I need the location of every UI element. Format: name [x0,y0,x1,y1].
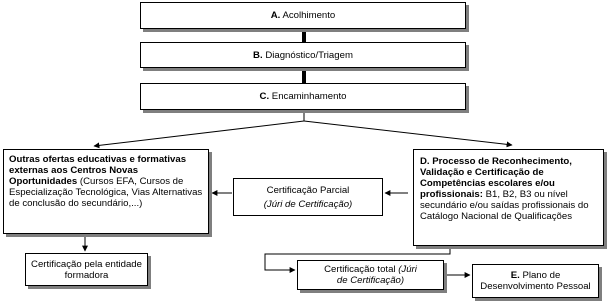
certificacao-entidade-label: Certificação pela entidade formadora [31,258,142,281]
arrow-to-outras-ofertas [94,121,304,146]
outras-ofertas-details: (Cursos EFA, Cursos de Especialização Tecnológica, Vias Alternativas de conclusão do secundário,...) [9,176,203,209]
certificacao-parcial-juri: (Júri de Certificação) [263,198,353,210]
certificacao-total-juri-close: de Certificação) [336,275,405,286]
certificacao-total-label: Certificação total [324,264,396,275]
certificacao-total-box [297,260,444,290]
step-b-label: Diagnóstico/Triagem [265,49,353,61]
outras-ofertas-box [3,149,209,234]
step-c-letter: C. [259,91,270,102]
step-a-letter: A. [270,10,281,21]
step-c-box [140,83,466,110]
processo-rvcc-box [413,149,604,246]
processo-rvcc-details: B1, B2, B3 ou nível secundário e/ou saídas profissionais do Catálogo Nacional de Qualificações [420,189,589,222]
certificacao-total-juri-open: (Júri [398,264,417,275]
certificacao-parcial-label: Certificação Parcial [266,184,350,196]
plano-desenvolvimento-letter: E. [510,270,520,281]
step-a-box [140,2,466,29]
step-c-label: Encaminhamento [271,91,347,102]
step-b-letter: B. [253,49,263,61]
arrow-to-processo [304,121,512,145]
certificacao-parcial-box [233,178,383,216]
step-a-label: Acolhimento [282,10,336,21]
outras-ofertas-title: Outras ofertas educativas e formativas externas aos Centros Novas Oportunidades [9,154,187,187]
step-b-box [140,42,466,68]
processo-rvcc-title: D. Processo de Reconhecimento, Validação e Certificação de Competências escolares e/ou profissionais: [420,156,572,200]
plano-desenvolvimento-box [472,264,599,298]
certificacao-entidade-box [25,253,148,286]
plano-desenvolvimento-label: Plano de Desenvolvimento Pessoal [480,270,591,292]
